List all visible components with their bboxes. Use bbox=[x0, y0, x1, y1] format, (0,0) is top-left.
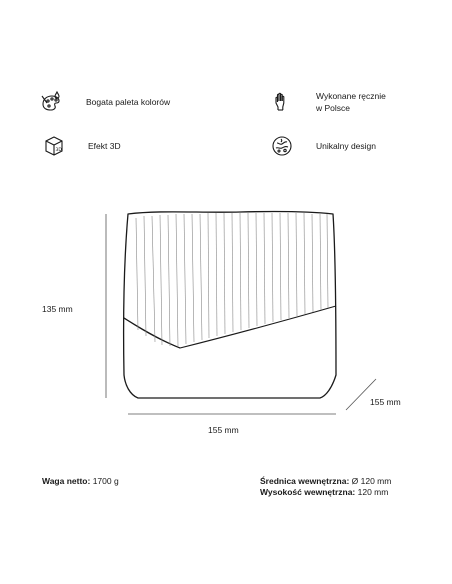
feature-colors-text: Bogata paleta kolorów bbox=[86, 97, 171, 107]
feature-unique-text: Unikalny design bbox=[316, 141, 377, 151]
inner-height-spec bbox=[260, 487, 388, 498]
inner-diameter-value: Ø 120 mm bbox=[351, 476, 392, 486]
inner-diameter-label: Średnica wewnętrzna: bbox=[260, 476, 350, 486]
width-dimension-label: 155 mm bbox=[208, 425, 239, 435]
depth-dimension-label: 155 mm bbox=[370, 397, 401, 407]
inner-diameter-spec bbox=[260, 476, 391, 487]
weight-label: Waga netto: bbox=[42, 476, 91, 486]
height-dimension-label: 135 mm bbox=[42, 304, 73, 314]
feature-handmade-text-2: w Polsce bbox=[316, 103, 351, 113]
planter-texture bbox=[136, 213, 328, 346]
inner-height-label: Wysokość wewnętrzna: bbox=[260, 487, 356, 497]
weight-spec bbox=[42, 476, 119, 487]
planter-facet-line bbox=[124, 306, 336, 348]
inner-height-value: 120 mm bbox=[357, 487, 389, 497]
feature-handmade-text-1: Wykonane ręcznie bbox=[316, 91, 386, 101]
feature-3d-text: Efekt 3D bbox=[88, 141, 121, 151]
svg-text:3D: 3D bbox=[55, 148, 62, 153]
weight-value: 1700 g bbox=[92, 476, 119, 486]
planter-facet-inner bbox=[124, 318, 180, 348]
